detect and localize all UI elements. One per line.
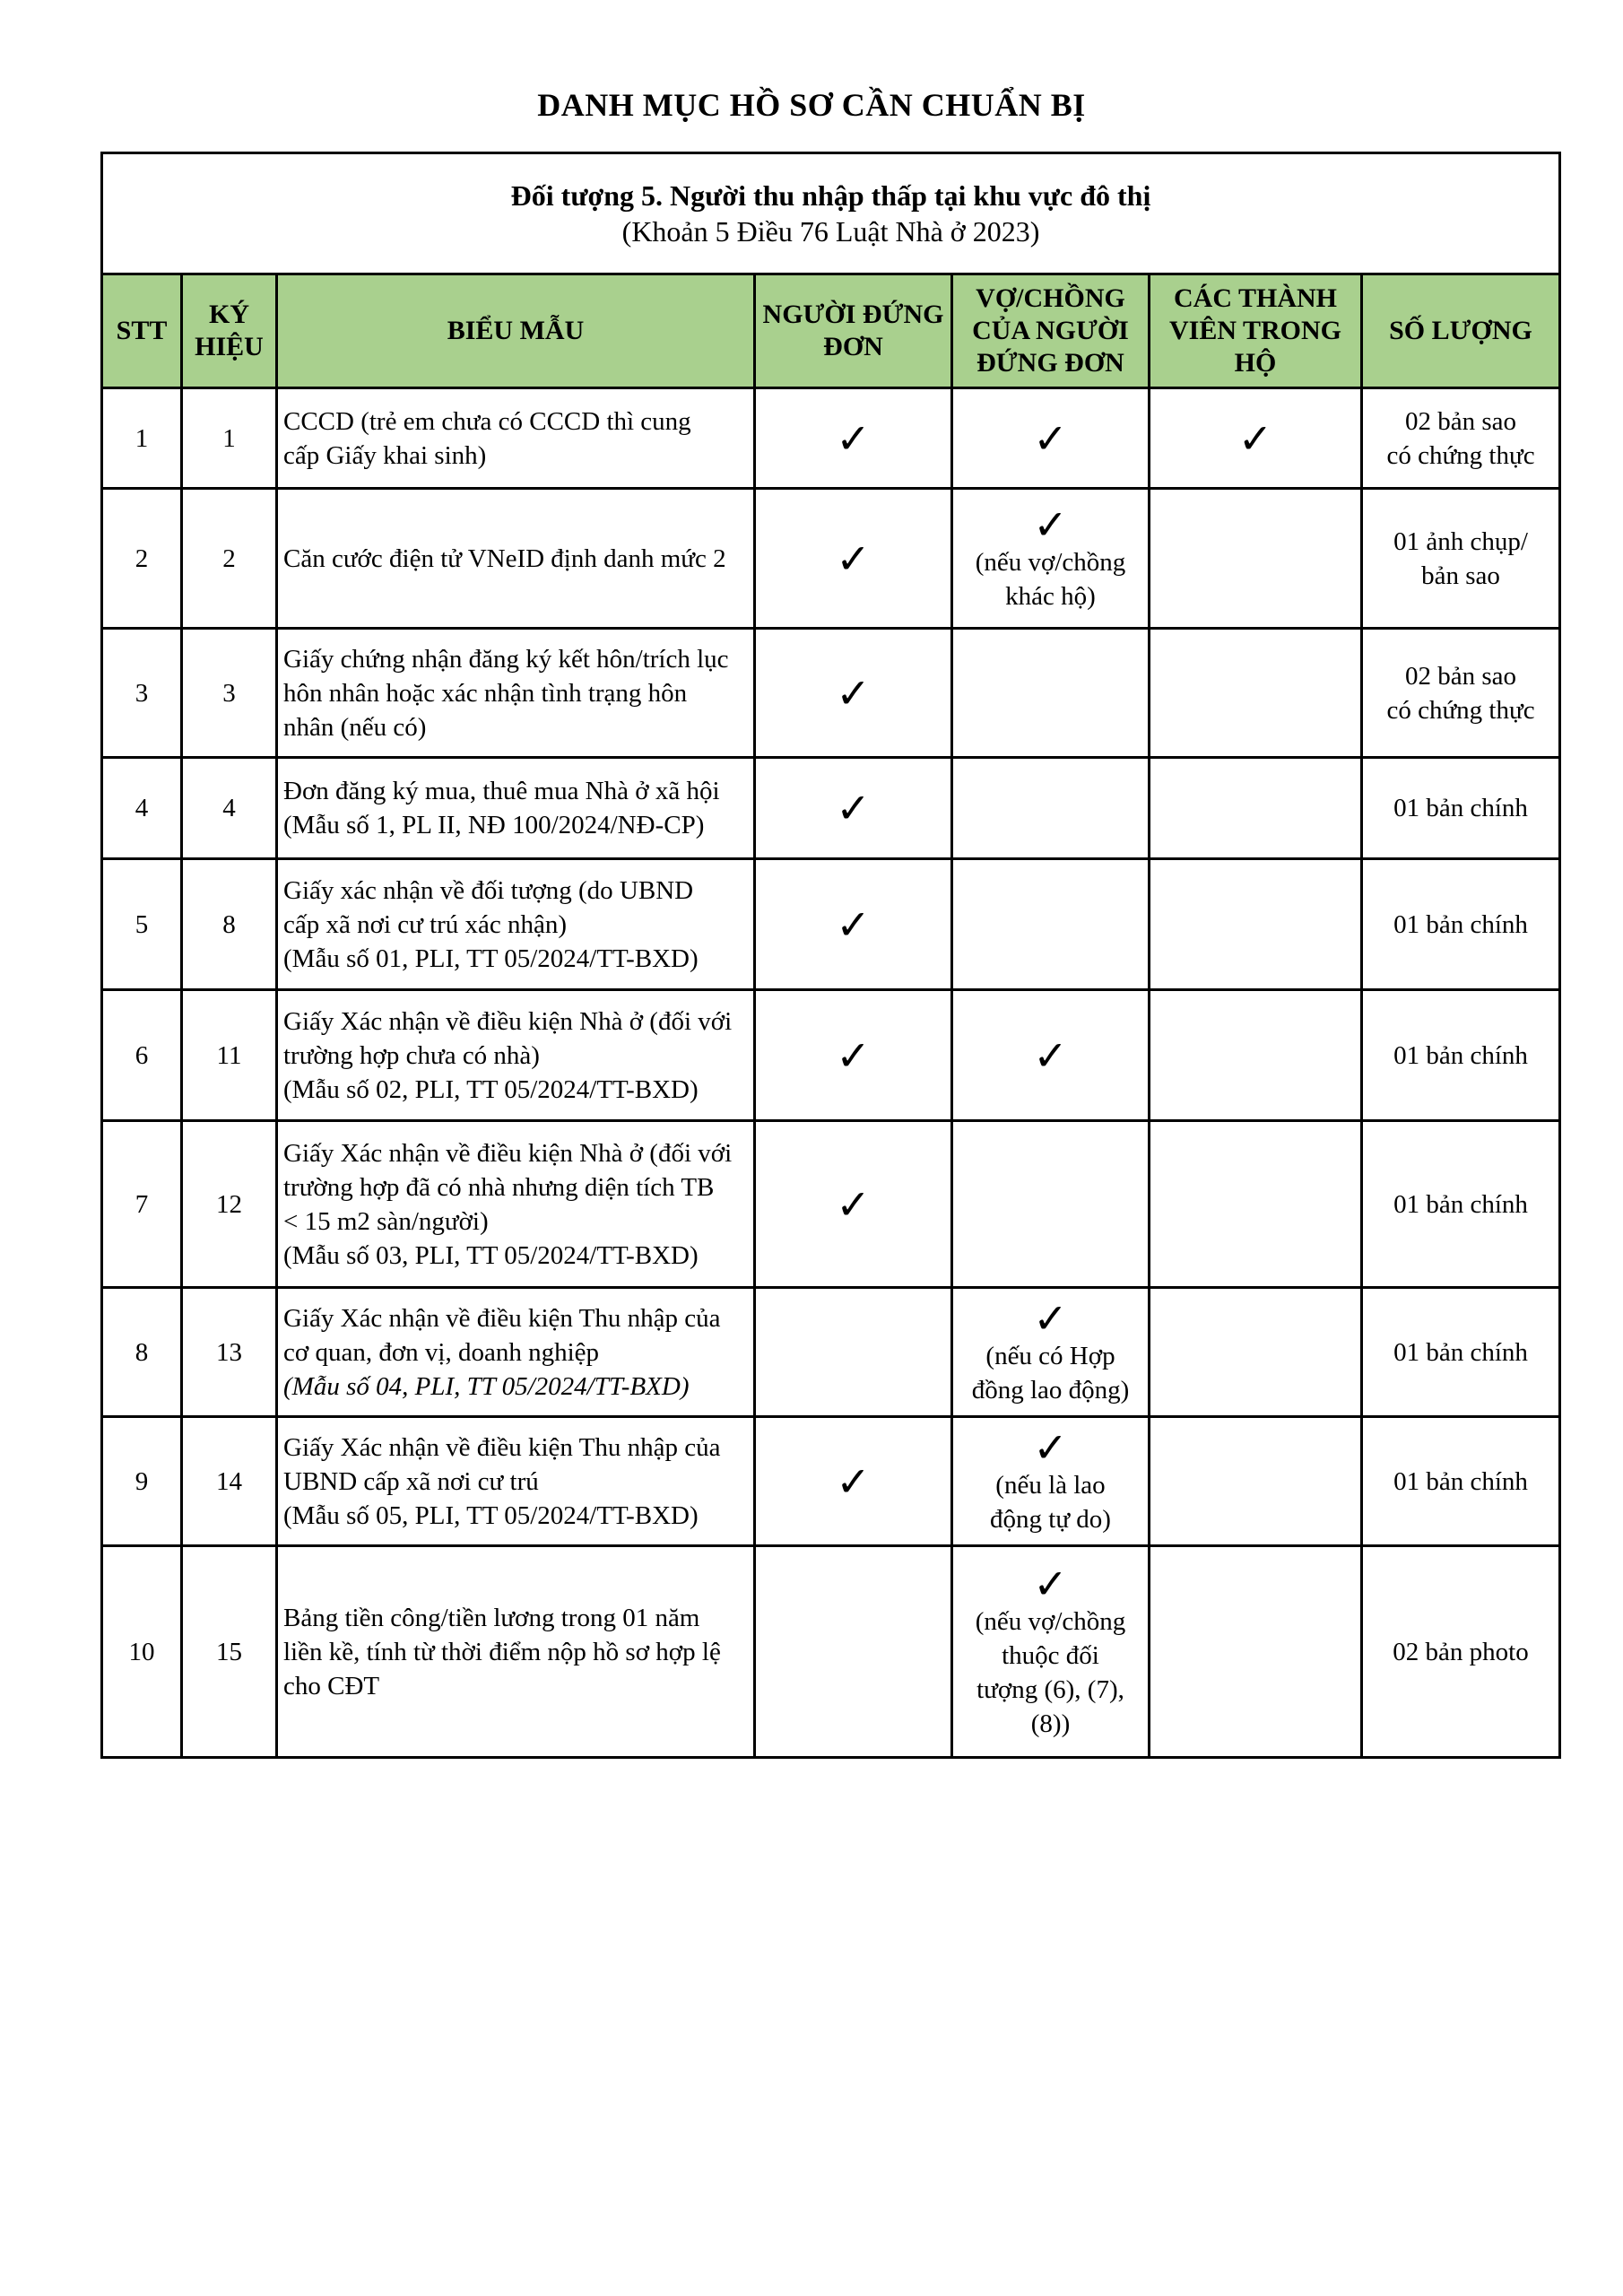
table-row bbox=[102, 1288, 1560, 1417]
cell-thanh-vien bbox=[1150, 1288, 1362, 1417]
table-row bbox=[102, 1417, 1560, 1546]
form-line: (Mẫu số 03, PLI, TT 05/2024/TT-BXD) bbox=[283, 1240, 699, 1270]
quantity-line: 01 bản chính bbox=[1393, 1189, 1528, 1219]
check-icon: ✓ bbox=[836, 1179, 871, 1229]
cell-so-luong bbox=[1362, 1417, 1560, 1546]
quantity-line: 02 bản sao bbox=[1404, 406, 1517, 436]
quantity-line: 01 bản chính bbox=[1393, 909, 1528, 939]
quantity-line: 01 bản chính bbox=[1393, 794, 1528, 822]
form-line: trường hợp đã có nhà nhưng diện tích TB bbox=[283, 1172, 715, 1202]
cell-vo-chong bbox=[952, 489, 1150, 629]
cell-thanh-vien bbox=[1150, 990, 1362, 1121]
table-row bbox=[102, 859, 1560, 990]
check-icon: ✓ bbox=[836, 784, 871, 832]
table-row bbox=[102, 758, 1560, 859]
check-icon: ✓ bbox=[1033, 1031, 1068, 1080]
condition-note: đồng lao động) bbox=[971, 1375, 1130, 1405]
cell-stt: 2 bbox=[102, 489, 182, 629]
condition-note: (nếu vợ/chồng bbox=[975, 1606, 1126, 1636]
cell-bieu-mau bbox=[277, 388, 755, 489]
check-icon: ✓ bbox=[1033, 1559, 1068, 1608]
check-icon: ✓ bbox=[836, 1457, 871, 1506]
cell-bieu-mau bbox=[277, 990, 755, 1121]
cell-so-luong bbox=[1362, 990, 1560, 1121]
check-icon: ✓ bbox=[1237, 413, 1273, 463]
cell-ky-hieu: 8 bbox=[182, 859, 277, 990]
condition-note: (nếu là lao bbox=[995, 1470, 1106, 1500]
caption-subtitle: (Khoản 5 Điều 76 Luật Nhà ở 2023) bbox=[621, 215, 1040, 248]
header-bieu-mau: BIỂU MẪU bbox=[277, 274, 755, 388]
cell-thanh-vien bbox=[1150, 629, 1362, 758]
quantity-line: có chứng thực bbox=[1386, 440, 1535, 470]
check-icon: ✓ bbox=[836, 668, 871, 718]
header-vo-chong: VỢ/CHỒNG CỦA NGƯỜI ĐỨNG ĐƠN bbox=[952, 274, 1150, 388]
quantity-line: 01 bản chính bbox=[1393, 1466, 1528, 1496]
header-so-luong: SỐ LƯỢNG bbox=[1362, 274, 1560, 388]
form-line: Giấy Xác nhận về điều kiện Nhà ở (đối với bbox=[283, 1006, 733, 1036]
table-row bbox=[102, 990, 1560, 1121]
cell-ky-hieu: 14 bbox=[182, 1417, 277, 1546]
check-icon: ✓ bbox=[1033, 1422, 1068, 1472]
form-line: Giấy Xác nhận về điều kiện Thu nhập của bbox=[283, 1432, 721, 1462]
cell-stt: 8 bbox=[102, 1288, 182, 1417]
cell-so-luong bbox=[1362, 388, 1560, 489]
cell-thanh-vien bbox=[1150, 489, 1362, 629]
header-nguoi-dung-don: NGƯỜI ĐỨNG ĐƠN bbox=[755, 274, 952, 388]
cell-nguoi-dung-don bbox=[755, 1417, 952, 1546]
form-line: Giấy Xác nhận về điều kiện Thu nhập của bbox=[283, 1303, 721, 1333]
quantity-line: 02 bản photo bbox=[1393, 1637, 1529, 1666]
cell-stt: 3 bbox=[102, 629, 182, 758]
form-line: liền kề, tính từ thời điểm nộp hồ sơ hợp lệ bbox=[283, 1637, 721, 1666]
header-ky-hieu: KÝ HIỆU bbox=[182, 274, 277, 388]
condition-note: (nếu vợ/chồng bbox=[975, 547, 1126, 577]
cell-bieu-mau bbox=[277, 489, 755, 629]
form-line: Giấy chứng nhận đăng ký kết hôn/trích lục bbox=[283, 644, 729, 674]
table-row bbox=[102, 629, 1560, 758]
cell-bieu-mau bbox=[277, 1417, 755, 1546]
cell-so-luong bbox=[1362, 629, 1560, 758]
cell-thanh-vien bbox=[1150, 859, 1362, 990]
form-line: cấp Giấy khai sinh) bbox=[283, 440, 487, 470]
condition-note: động tự do) bbox=[990, 1504, 1111, 1534]
condition-note: (8)) bbox=[1030, 1709, 1071, 1738]
cell-thanh-vien bbox=[1150, 1121, 1362, 1288]
check-icon: ✓ bbox=[836, 1031, 871, 1080]
form-line: cơ quan, đơn vị, doanh nghiệp bbox=[283, 1337, 600, 1367]
cell-vo-chong bbox=[952, 859, 1150, 990]
form-line: < 15 m2 sàn/người) bbox=[283, 1206, 489, 1236]
cell-vo-chong bbox=[952, 629, 1150, 758]
cell-bieu-mau bbox=[277, 1546, 755, 1758]
cell-stt: 4 bbox=[102, 758, 182, 859]
cell-nguoi-dung-don bbox=[755, 1546, 952, 1758]
quantity-line: 01 ảnh chụp/ bbox=[1393, 526, 1528, 556]
cell-nguoi-dung-don bbox=[755, 629, 952, 758]
condition-note: thuộc đối bbox=[1002, 1640, 1099, 1670]
table-row bbox=[102, 1546, 1560, 1758]
cell-vo-chong bbox=[952, 990, 1150, 1121]
form-line: CCCD (trẻ em chưa có CCCD thì cung bbox=[283, 406, 691, 436]
cell-ky-hieu: 15 bbox=[182, 1546, 277, 1758]
cell-stt: 7 bbox=[102, 1121, 182, 1288]
check-icon: ✓ bbox=[1033, 1293, 1068, 1343]
form-line: Giấy xác nhận về đối tượng (do UBND bbox=[283, 875, 694, 905]
cell-stt: 6 bbox=[102, 990, 182, 1121]
form-line: Đơn đăng ký mua, thuê mua Nhà ở xã hội bbox=[283, 777, 720, 805]
cell-ky-hieu: 4 bbox=[182, 758, 277, 859]
cell-bieu-mau bbox=[277, 1288, 755, 1417]
form-line: (Mẫu số 02, PLI, TT 05/2024/TT-BXD) bbox=[283, 1074, 699, 1104]
quantity-line: 01 bản chính bbox=[1393, 1337, 1528, 1367]
form-line: Bảng tiền công/tiền lương trong 01 năm bbox=[283, 1603, 700, 1632]
form-line: Căn cước điện tử VNeID định danh mức 2 bbox=[283, 544, 726, 573]
form-line: (Mẫu số 04, PLI, TT 05/2024/TT-BXD) bbox=[283, 1371, 690, 1401]
cell-ky-hieu: 3 bbox=[182, 629, 277, 758]
header-thanh-vien: CÁC THÀNH VIÊN TRONG HỘ bbox=[1150, 274, 1362, 388]
cell-stt: 10 bbox=[102, 1546, 182, 1758]
table-row bbox=[102, 1121, 1560, 1288]
form-line: nhân (nếu có) bbox=[283, 712, 427, 742]
quantity-line: 01 bản chính bbox=[1393, 1040, 1528, 1070]
cell-thanh-vien bbox=[1150, 758, 1362, 859]
cell-stt: 1 bbox=[102, 388, 182, 489]
form-line: cho CĐT bbox=[283, 1671, 380, 1700]
form-line: (Mẫu số 05, PLI, TT 05/2024/TT-BXD) bbox=[283, 1500, 699, 1530]
quantity-line: có chứng thực bbox=[1386, 695, 1535, 725]
form-line: (Mẫu số 01, PLI, TT 05/2024/TT-BXD) bbox=[283, 944, 699, 973]
cell-so-luong bbox=[1362, 859, 1560, 990]
cell-ky-hieu: 13 bbox=[182, 1288, 277, 1417]
form-line: (Mẫu số 1, PL II, NĐ 100/2024/NĐ-CP) bbox=[283, 811, 705, 839]
cell-bieu-mau bbox=[277, 859, 755, 990]
form-line: UBND cấp xã nơi cư trú bbox=[283, 1466, 539, 1496]
cell-nguoi-dung-don bbox=[755, 1121, 952, 1288]
form-line: trường hợp chưa có nhà) bbox=[283, 1040, 540, 1070]
cell-so-luong bbox=[1362, 758, 1560, 859]
cell-thanh-vien bbox=[1150, 1546, 1362, 1758]
cell-vo-chong bbox=[952, 1121, 1150, 1288]
condition-note: tượng (6), (7), bbox=[976, 1674, 1124, 1704]
form-line: cấp xã nơi cư trú xác nhận) bbox=[283, 909, 568, 939]
cell-ky-hieu: 12 bbox=[182, 1121, 277, 1288]
cell-thanh-vien bbox=[1150, 1417, 1362, 1546]
cell-ky-hieu: 2 bbox=[182, 489, 277, 629]
header-row bbox=[102, 274, 1560, 388]
cell-nguoi-dung-don bbox=[755, 489, 952, 629]
page-title: DANH MỤC HỒ SƠ CẦN CHUẨN BỊ bbox=[537, 87, 1086, 123]
table-body bbox=[102, 388, 1560, 1758]
cell-so-luong bbox=[1362, 1546, 1560, 1758]
check-icon: ✓ bbox=[836, 900, 871, 949]
cell-bieu-mau bbox=[277, 629, 755, 758]
table-row bbox=[102, 388, 1560, 489]
cell-so-luong bbox=[1362, 489, 1560, 629]
cell-vo-chong bbox=[952, 758, 1150, 859]
caption-title: Đối tượng 5. Người thu nhập thấp tại khu vực đô thị bbox=[510, 179, 1151, 212]
condition-note: (nếu có Hợp bbox=[985, 1341, 1115, 1370]
header-stt: STT bbox=[102, 274, 182, 388]
cell-thanh-vien bbox=[1150, 388, 1362, 489]
cell-nguoi-dung-don bbox=[755, 859, 952, 990]
check-icon: ✓ bbox=[836, 534, 871, 583]
cell-vo-chong bbox=[952, 388, 1150, 489]
table-caption bbox=[102, 153, 1560, 274]
condition-note: khác hộ) bbox=[1005, 581, 1096, 611]
cell-so-luong bbox=[1362, 1121, 1560, 1288]
cell-stt: 9 bbox=[102, 1417, 182, 1546]
cell-vo-chong bbox=[952, 1288, 1150, 1417]
form-line: Giấy Xác nhận về điều kiện Nhà ở (đối với bbox=[283, 1138, 733, 1168]
cell-nguoi-dung-don bbox=[755, 990, 952, 1121]
form-line: hôn nhân hoặc xác nhận tình trạng hôn bbox=[283, 678, 688, 708]
check-icon: ✓ bbox=[1033, 413, 1068, 463]
cell-ky-hieu: 1 bbox=[182, 388, 277, 489]
cell-vo-chong bbox=[952, 1546, 1150, 1758]
check-icon: ✓ bbox=[1033, 500, 1068, 549]
cell-nguoi-dung-don bbox=[755, 1288, 952, 1417]
table-row bbox=[102, 489, 1560, 629]
cell-bieu-mau bbox=[277, 1121, 755, 1288]
document-table bbox=[100, 152, 1561, 1759]
quantity-line: bản sao bbox=[1421, 561, 1500, 590]
cell-so-luong bbox=[1362, 1288, 1560, 1417]
quantity-line: 02 bản sao bbox=[1404, 661, 1517, 691]
cell-bieu-mau bbox=[277, 758, 755, 859]
cell-nguoi-dung-don bbox=[755, 758, 952, 859]
cell-ky-hieu: 11 bbox=[182, 990, 277, 1121]
cell-stt: 5 bbox=[102, 859, 182, 990]
cell-nguoi-dung-don bbox=[755, 388, 952, 489]
cell-vo-chong bbox=[952, 1417, 1150, 1546]
check-icon: ✓ bbox=[836, 413, 871, 463]
